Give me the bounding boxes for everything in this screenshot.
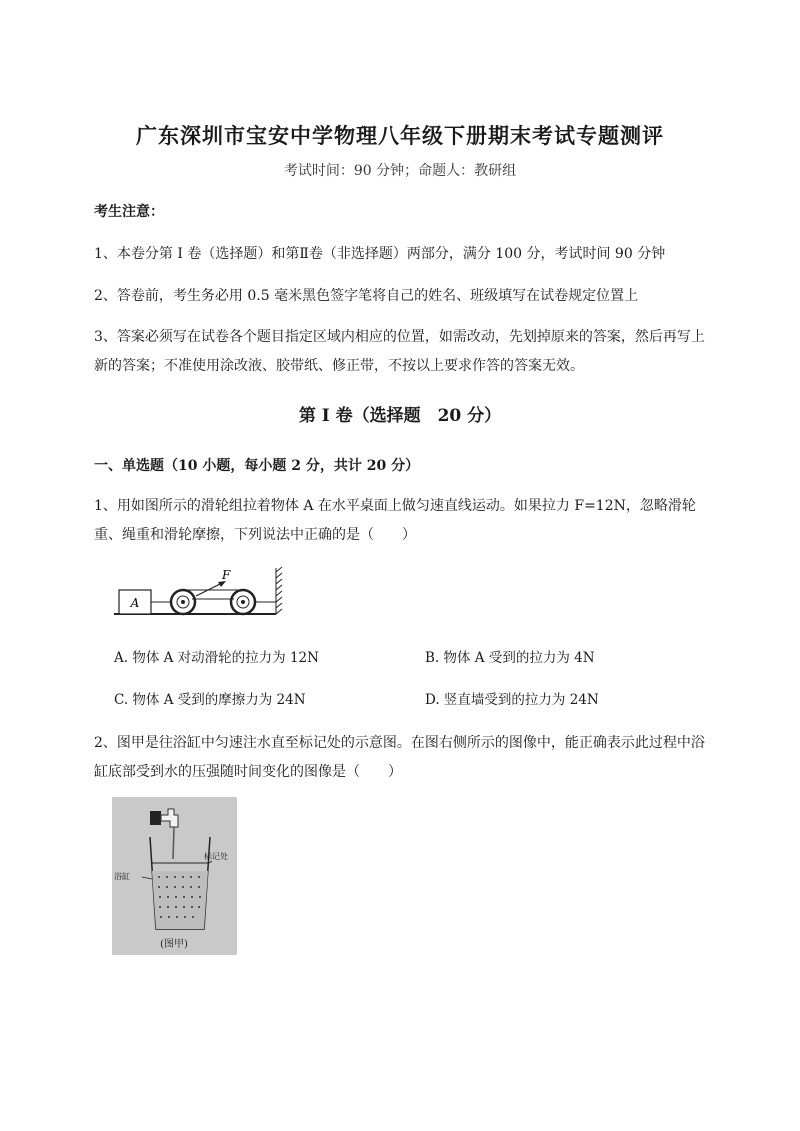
- notice-item-2: 2、答卷前，考生务必用 0.5 毫米黑色签字笔将自己的姓名、班级填写在试卷规定位置上: [94, 288, 639, 304]
- notice-item-1: 1、本卷分第 I 卷（选择题）和第Ⅱ卷（非选择题）两部分，满分 100 分，考试时间 90 分钟: [94, 246, 666, 262]
- force-arrow: [196, 581, 226, 596]
- notice-item-3: 3、答案必须写在试卷各个题目指定区域内相应的位置，如需改动，先划掉原来的答案，然后再写上新的答案；不准使用涂改液、胶带纸、修正带，不按以上要求作答的答案无效。: [94, 329, 705, 374]
- tub-label: 浴缸: [114, 872, 130, 881]
- exam-info: 考试时间：90 分钟；命题人：教研组: [283, 163, 517, 179]
- pulley-figure: [112, 566, 290, 622]
- section-title: 第 I 卷（选择题 20 分）: [298, 406, 502, 426]
- fixed-pulley: [231, 590, 255, 614]
- page-title: 广东深圳市宝安中学物理八年级下册期末考试专题测评: [136, 123, 664, 148]
- question-2-stem: 2、图甲是往浴缸中匀速注水直至标记处的示意图。在图右侧所示的图像中，能正确表示此过程中浴缸底部受到水的压强随时间变化的图像是（ ）: [94, 735, 705, 780]
- option-d[interactable]: D. 竖直墙受到的拉力为 24N: [425, 692, 599, 708]
- notice-heading: 考生注意：: [94, 204, 164, 220]
- rope-segments: [183, 590, 276, 614]
- bathtub-figure: [112, 797, 237, 955]
- wall-hatch: [276, 567, 282, 614]
- figure-caption: (图甲): [160, 939, 188, 950]
- force-label: F: [222, 568, 231, 582]
- option-c[interactable]: C. 物体 A 受到的摩擦力为 24N: [114, 692, 306, 708]
- question-1-stem: 1、用如图所示的滑轮组拉着物体 A 在水平桌面上做匀速直线运动。如果拉力 F=12N，忽略滑轮重、绳重和滑轮摩擦，下列说法中正确的是（ ）: [94, 498, 696, 543]
- option-b[interactable]: B. 物体 A 受到的拉力为 4N: [425, 650, 595, 666]
- mark-label: 标记处: [204, 852, 228, 861]
- block-a-label: A: [130, 596, 140, 610]
- part-heading: 一、单选题（10 小题，每小题 2 分，共计 20 分）: [94, 458, 420, 474]
- option-a[interactable]: A. 物体 A 对动滑轮的拉力为 12N: [114, 650, 319, 666]
- movable-pulley: [171, 590, 195, 614]
